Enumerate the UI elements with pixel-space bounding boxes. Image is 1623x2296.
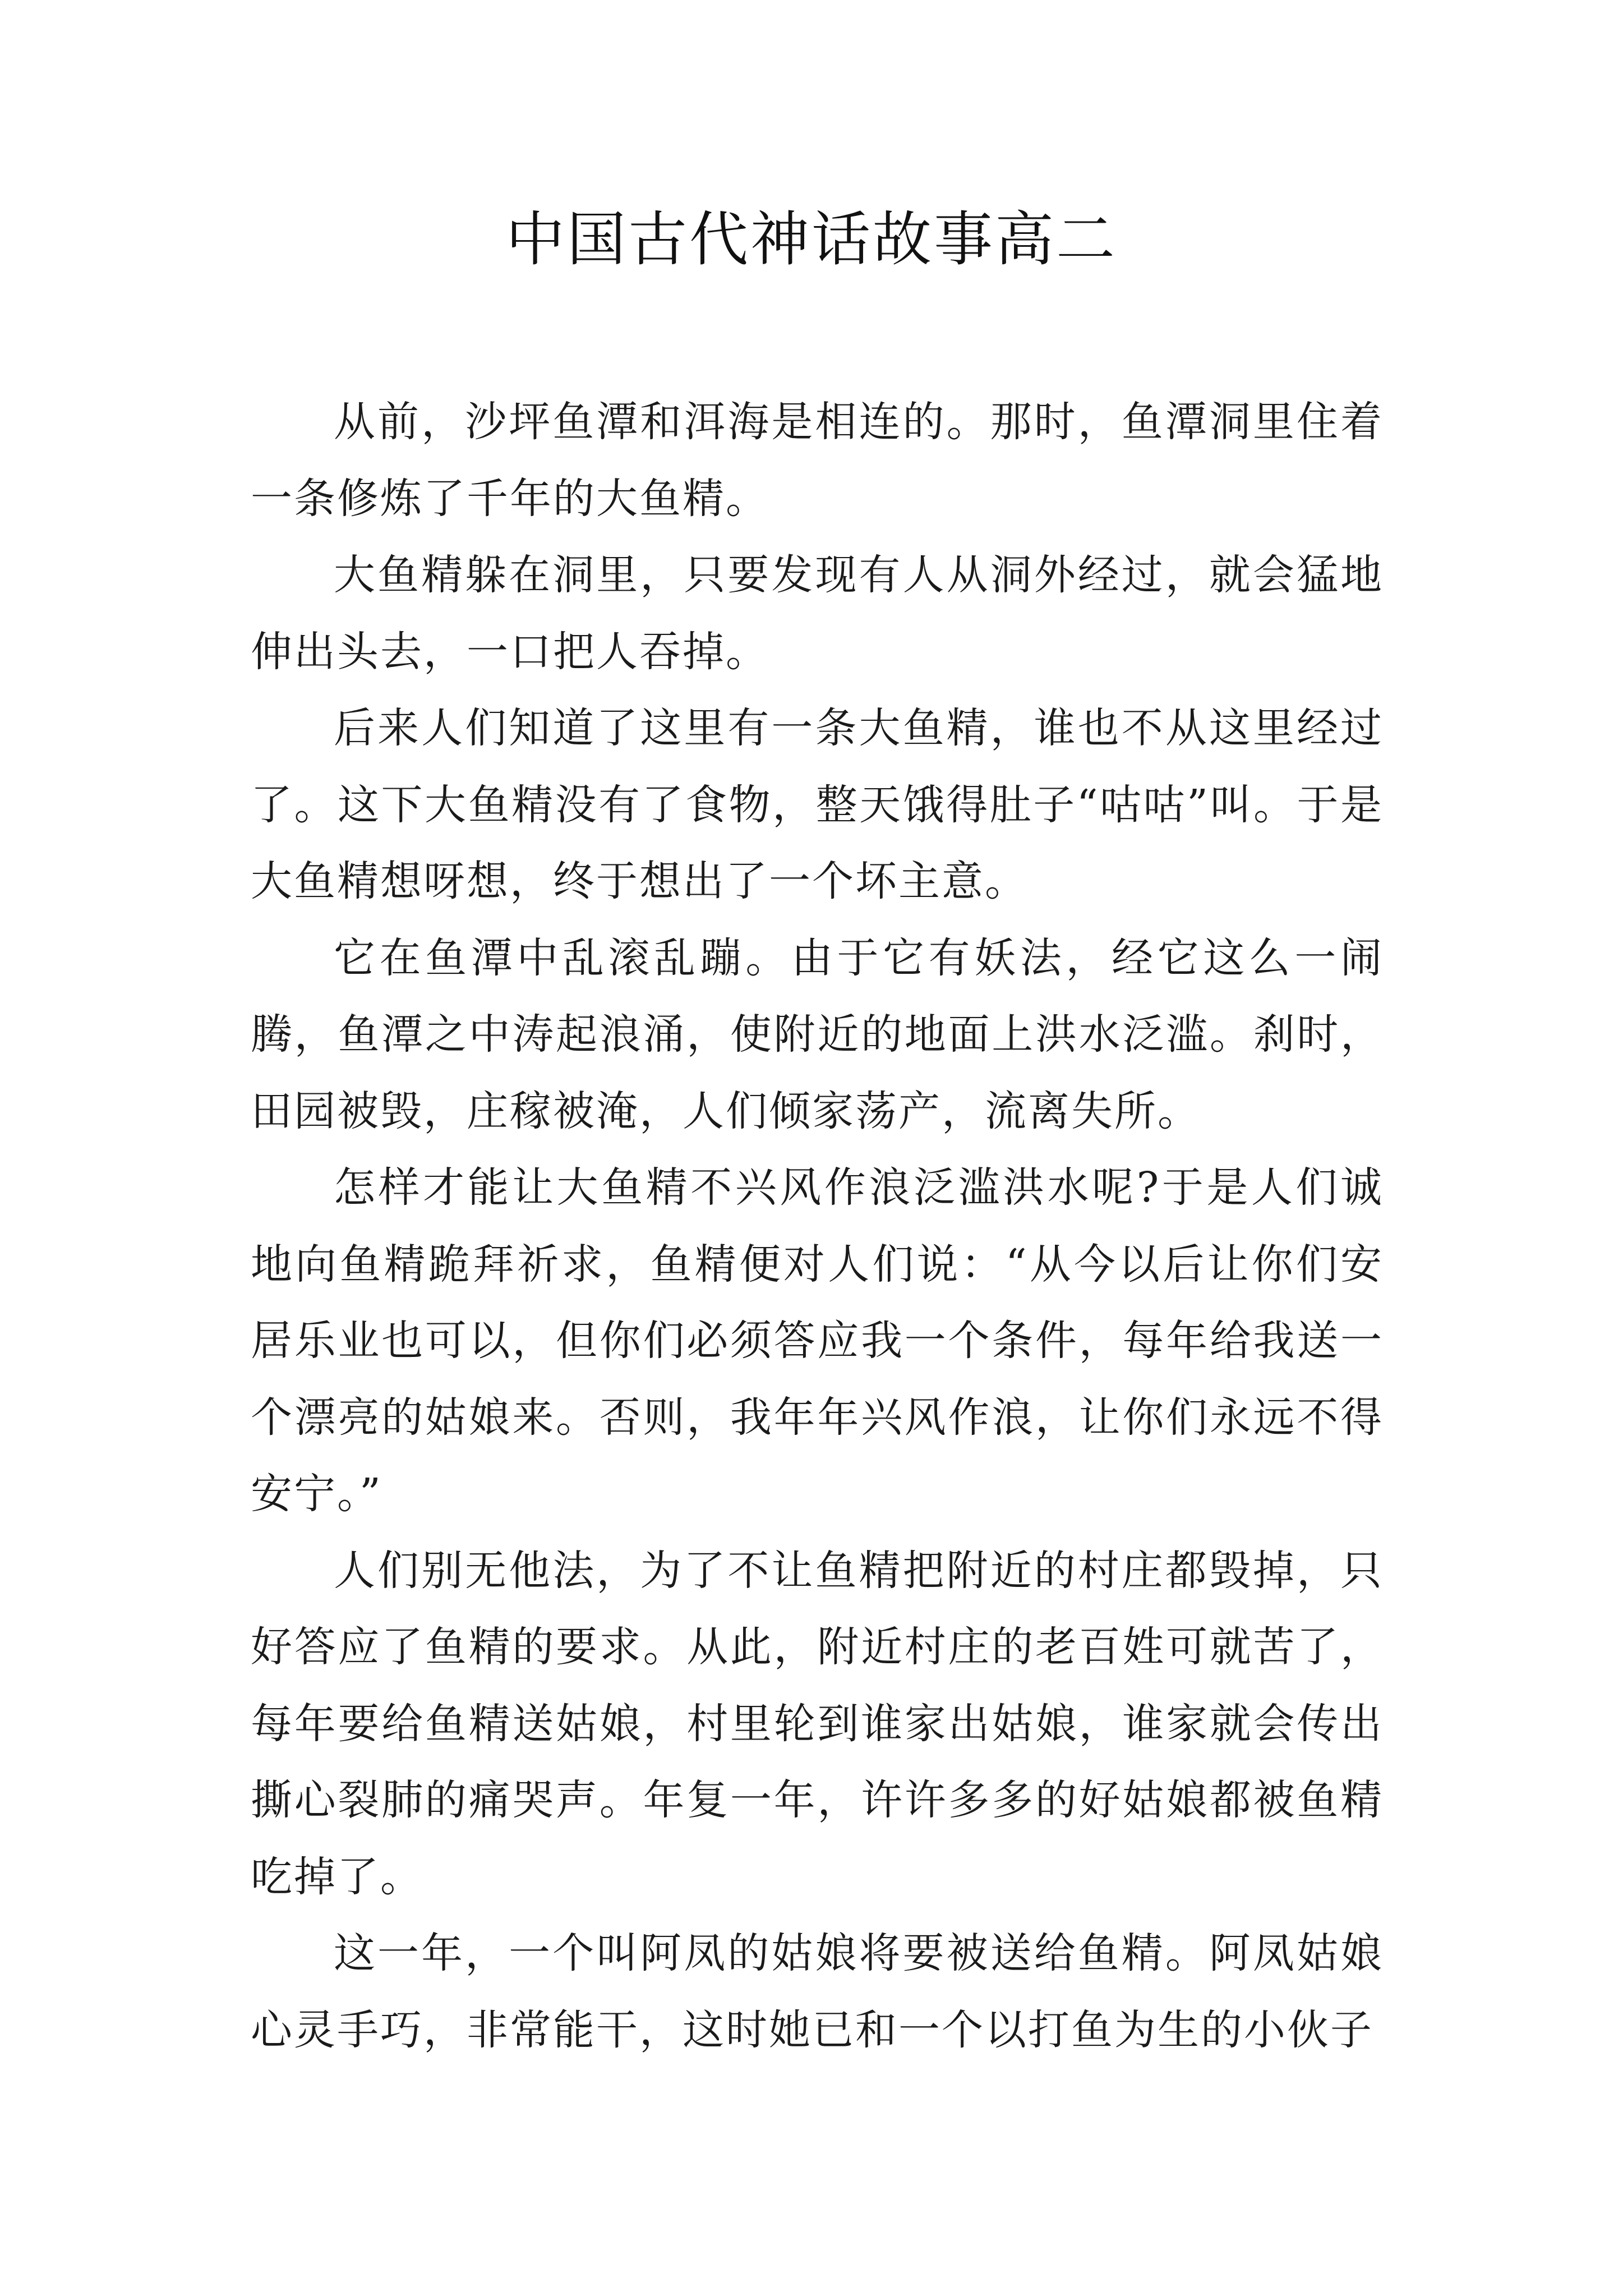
paragraph-3: 后来人们知道了这里有一条大鱼精，谁也不从这里经过了。这下大鱼精没有了食物，整天饿得肚子“咕咕”叫。于是大鱼精想呀想，终于想出了一个坏主意。 — [251, 704, 1384, 905]
paragraph-4: 它在鱼潭中乱滚乱蹦。由于它有妖法，经它这么一闹腾，鱼潭之中涛起浪涌，使附近的地面上洪水泛滥。刹时，田园被毁，庄稼被淹，人们倾家荡产，流离失所。 — [251, 933, 1384, 1135]
paragraph-6: 人们别无他法，为了不让鱼精把附近的村庄都毁掉，只好答应了鱼精的要求。从此，附近村庄的老百姓可就苦了，每年要给鱼精送姑娘，村里轮到谁家出姑娘，谁家就会传出撕心裂肺的痛哭声。年复一年，许许多多的好姑娘都被鱼精吃掉了。 — [251, 1546, 1384, 1901]
document-body — [251, 384, 1384, 2068]
paragraph-2: 大鱼精躲在洞里，只要发现有人从洞外经过，就会猛地伸出头去，一口把人吞掉。 — [251, 551, 1384, 676]
paragraph-5: 怎样才能让大鱼精不兴风作浪泛滥洪水呢?于是人们诚地向鱼精跪拜祈求，鱼精便对人们说：“从今以后让你们安居乐业也可以，但你们必须答应我一个条件，每年给我送一个漂亮的姑娘来。否则，我年年兴风作浪，让你们永远不得安宁。” — [251, 1163, 1384, 1518]
document-title: 中国古代神话故事高二 — [505, 205, 1117, 274]
paragraph-7: 这一年，一个叫阿凤的姑娘将要被送给鱼精。阿凤姑娘心灵手巧，非常能干，这时她已和一个以打鱼为生的小伙子 — [251, 1929, 1384, 2054]
paragraph-1: 从前，沙坪鱼潭和洱海是相连的。那时，鱼潭洞里住着一条修炼了千年的大鱼精。 — [251, 398, 1384, 523]
